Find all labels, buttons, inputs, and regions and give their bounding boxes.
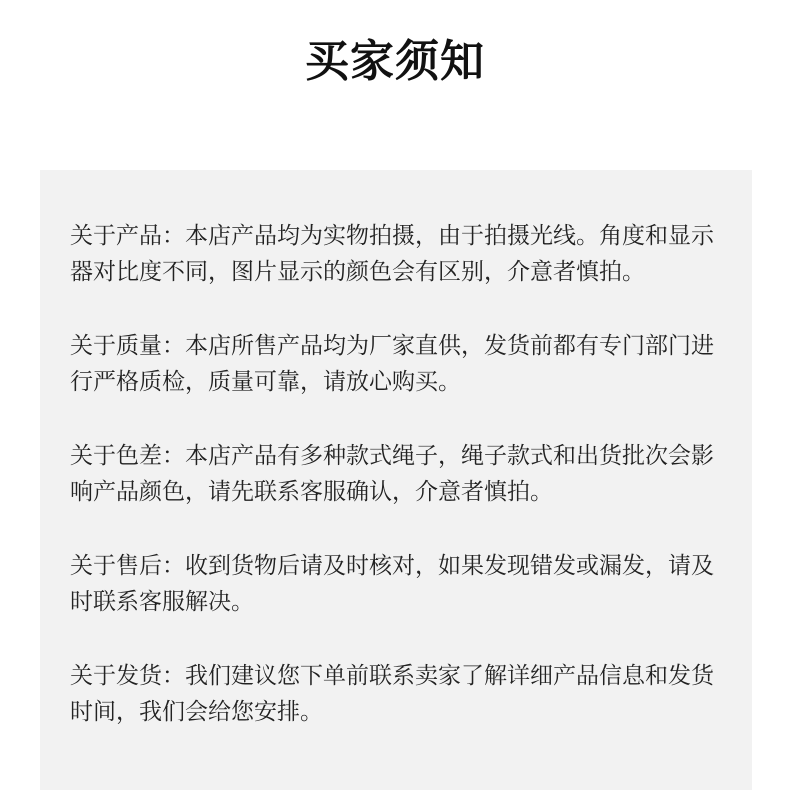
notice-after-sales: 关于售后：收到货物后请及时核对，如果发现错发或漏发，请及时联系客服解决。 [70,553,714,615]
notice-shipping: 关于发货：我们建议您下单前联系卖家了解详细产品信息和发货时间，我们会给您安排。 [70,663,714,725]
notice-product: 关于产品：本店产品均为实物拍摄，由于拍摄光线。角度和显示器对比度不同，图片显示的颜色会有区别，介意者慎拍。 [70,223,714,285]
buyer-notice-panel [40,170,752,790]
notice-color-difference: 关于色差：本店产品有多种款式绳子，绳子款式和出货批次会影响产品颜色，请先联系客服确认，介意者慎拍。 [70,443,714,505]
notice-quality: 关于质量：本店所售产品均为厂家直供，发货前都有专门部门进行严格质检，质量可靠，请放心购买。 [70,333,714,395]
page-title: 买家须知 [305,36,485,87]
